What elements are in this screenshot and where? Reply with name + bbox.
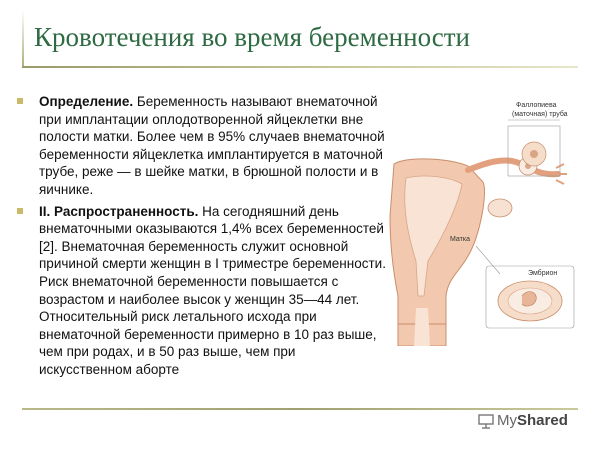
slide-title: Кровотечения во время беременности — [34, 22, 470, 52]
bullet-definition — [12, 93, 387, 199]
label-embryo: Эмбрион — [528, 270, 558, 277]
bullet-label: II. Распространенность. — [39, 203, 199, 219]
label-fallopian-tube: Фаллопиева — [516, 102, 557, 109]
bullet-list — [12, 93, 387, 383]
presentation-icon — [478, 413, 494, 429]
bullet-prevalence — [12, 203, 387, 379]
uterus-diagram — [388, 96, 578, 346]
bullet-text: На сегодняшний день внематочными оказываются 1,4% всех беременностей [2]. Внематочная беременность служит основной причиной смерти женщин в I триместре беременности. Риск внематочной беременности повышается с возрастом и наиболее высок у женщин 35—44 лет. Относительный риск летального исхода при внематочной беременности примерно в 10 раз выше, чем при родах, и в 50 раз выше, чем при искусственном аборте — [39, 203, 386, 377]
ectopic-pregnancy-illustration — [388, 96, 578, 346]
label-uterus: Матка — [450, 236, 470, 243]
bullet-text: Беременность называют внематочной при имплантации оплодотворенной яйцеклетки вне полости матки. Более чем в 95% случаев внематочной беременности яйцеклетка имплантируется в маточной трубе, реже — в шейке матки, в брюшной полости и в яичнике. — [39, 94, 385, 197]
bullet-label: Определение. — [39, 94, 134, 109]
frame-left-line — [22, 10, 24, 66]
watermark — [478, 412, 568, 429]
bullet-marker — [17, 208, 23, 214]
label-fallopian-tube-sub: (маточная) труба — [512, 111, 568, 118]
frame-top-line — [22, 66, 578, 68]
watermark-text: MyShared — [497, 412, 568, 429]
bullet-marker — [17, 98, 23, 104]
frame-bottom-line — [22, 408, 578, 410]
